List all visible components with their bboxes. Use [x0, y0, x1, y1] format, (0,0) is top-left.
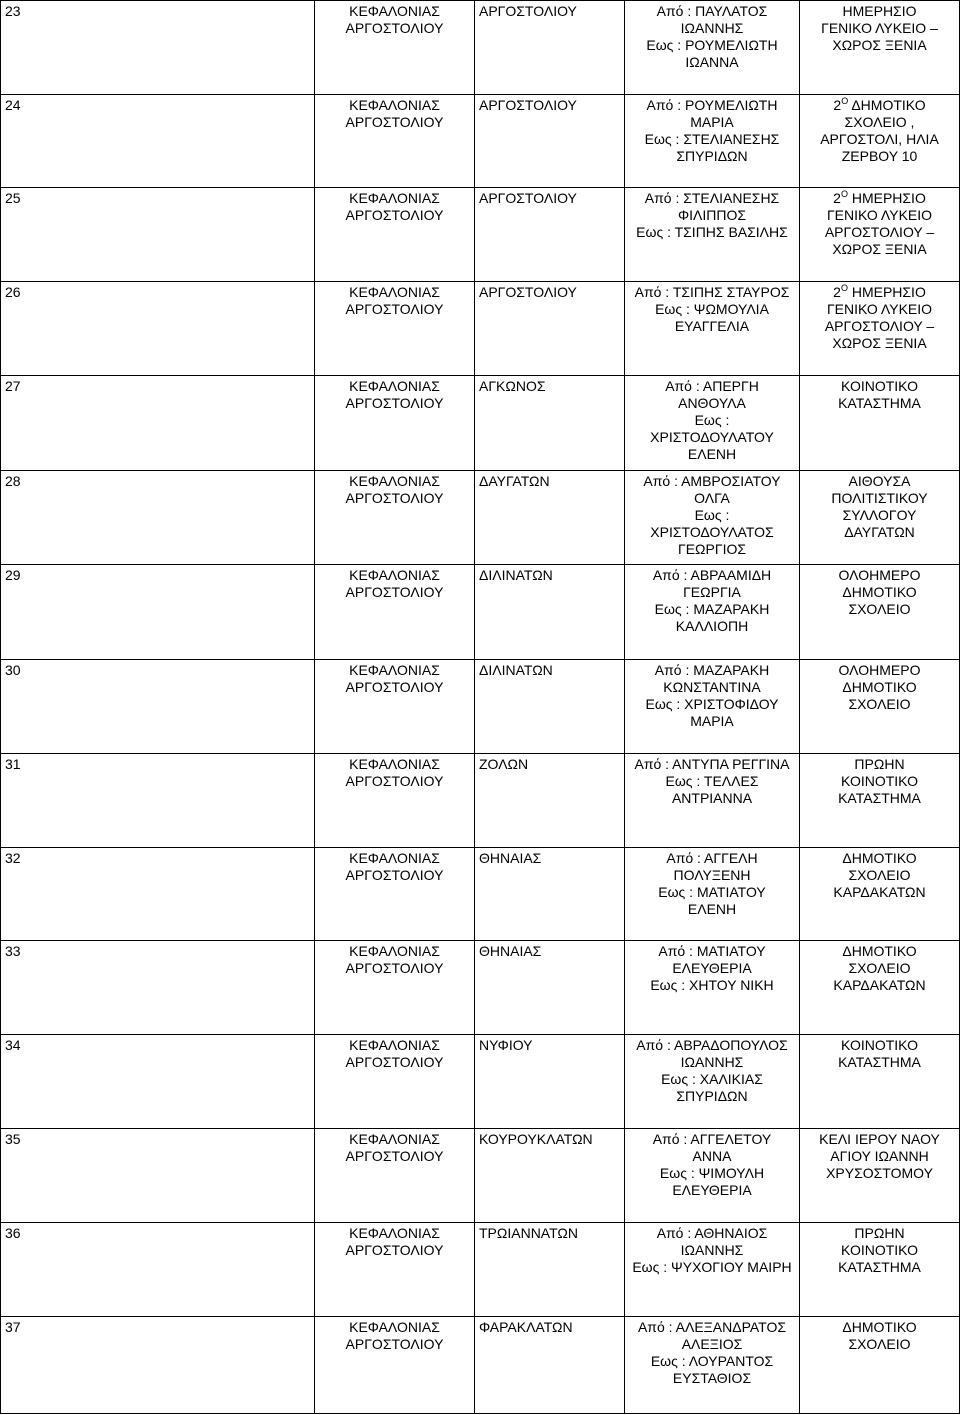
location-cell	[800, 1034, 960, 1129]
range-line: Εως :	[694, 412, 730, 429]
location-line: ΔΗΜΟΤΙΚΟ	[842, 584, 917, 601]
prefecture-line: ΚΕΦΑΛΟΝΙΑΣ	[349, 3, 440, 19]
location-line: ΓΕΝΙΚΟ ΛΥΚΕΙΟ	[826, 207, 933, 224]
table-row	[1, 94, 960, 188]
surname-range-cell	[625, 1317, 800, 1414]
table-row	[1, 376, 960, 471]
row-number	[1, 1317, 315, 1414]
row-number-text: 35	[5, 1131, 21, 1148]
row-number	[1, 376, 315, 471]
location-line: ΚΑΤΑΣΤΗΜΑ	[838, 790, 921, 807]
place-cell	[475, 376, 625, 471]
prefecture-line: ΚΕΦΑΛΟΝΙΑΣ	[349, 1319, 440, 1336]
row-number-text: 36	[5, 1224, 21, 1241]
range-line: Εως : ΤΕΛΛΕΣ	[665, 773, 759, 790]
row-number-text: 28	[5, 472, 21, 489]
row-number	[1, 470, 315, 565]
location-cell	[800, 1222, 960, 1317]
surname-range-cell	[625, 188, 800, 282]
surname-range-cell	[625, 376, 800, 471]
row-number-text: 30	[5, 661, 21, 678]
range-line: Από : ΜΑΤΙΑΤΟΥ	[658, 943, 766, 960]
prefecture-line: ΑΡΓΟΣΤΟΛΙΟΥ	[345, 395, 444, 412]
table-row	[1, 754, 960, 848]
row-number-text: 24	[5, 96, 21, 113]
location-cell	[800, 1, 960, 95]
place-cell	[475, 565, 625, 660]
place-text: ΑΡΓΟΣΤΟΛΙΟΥ	[479, 96, 577, 113]
prefecture-cell	[315, 847, 475, 941]
range-line: Από : ΡΟΥΜΕΛΙΩΤΗ	[646, 96, 778, 113]
surname-range-cell	[625, 1129, 800, 1223]
place-cell	[475, 659, 625, 754]
location-line: ΔΗΜΟΤΙΚΟ	[842, 849, 917, 866]
range-line: ΕΛΕΝΗ	[687, 900, 737, 917]
range-line: ΑΝΤΡΙΑΝΝΑ	[671, 790, 753, 807]
range-line: ΙΩΑΝΝΗΣ	[680, 1241, 744, 1258]
location-ordinal-line	[804, 97, 955, 114]
prefecture-cell	[315, 1222, 475, 1317]
place-cell	[475, 1, 625, 95]
range-line: Εως : ΡΟΥΜΕΛΙΩΤΗ	[646, 37, 778, 53]
location-line: ΠΡΩΗΝ	[854, 1224, 905, 1241]
row-number	[1, 941, 315, 1035]
location-ordinal-rest: ΗΜΕΡΗΣΙΟ	[851, 283, 926, 300]
place-cell	[475, 847, 625, 941]
prefecture-cell	[315, 281, 475, 376]
place-cell	[475, 94, 625, 188]
place-cell	[475, 470, 625, 565]
location-cell	[800, 376, 960, 471]
prefecture-cell	[315, 565, 475, 660]
location-line: ΔΗΜΟΤΙΚΟ	[842, 943, 917, 960]
location-line: ΔΗΜΟΤΙΚΟ	[842, 678, 917, 695]
place-text: ΔΙΛΙΝΑΤΩΝ	[479, 661, 553, 678]
range-line: ΣΠΥΡΙΔΩΝ	[676, 1087, 748, 1104]
location-line: ΚΑΤΑΣΤΗΜΑ	[838, 1053, 921, 1070]
location-cell	[800, 188, 960, 282]
surname-range-cell	[625, 281, 800, 376]
row-number	[1, 1129, 315, 1223]
prefecture-line: ΚΕΦΑΛΟΝΙΑΣ	[349, 756, 440, 773]
location-line: ΣΧΟΛΕΙΟ	[848, 601, 911, 618]
location-line: ΠΟΛΙΤΙΣΤΙΚΟΥ	[831, 489, 928, 506]
location-line: ΚΟΙΝΟΤΙΚΟ	[841, 1036, 918, 1053]
place-text: ΤΡΩΙΑΝΝΑΤΩΝ	[479, 1224, 578, 1241]
location-line: ΓΕΝΙΚΟ ΛΥΚΕΙΟ	[826, 300, 933, 317]
surname-range-cell	[625, 847, 800, 941]
location-line: ΧΩΡΟΣ ΞΕΝΙΑ	[832, 37, 927, 53]
range-line: Εως : ΣΤΕΛΙΑΝΕΣΗΣ	[644, 130, 780, 147]
location-line: ΟΛΟΗΜΕΡΟ	[838, 567, 921, 584]
range-line: Από : ΑΓΓΕΛΕΤΟΥ	[652, 1131, 772, 1148]
range-line: ΜΑΡΙΑ	[690, 712, 734, 729]
location-line: ΣΧΟΛΕΙΟ ,	[844, 113, 915, 130]
prefecture-line: ΑΡΓΟΣΤΟΛΙΟΥ	[345, 773, 444, 790]
location-ordinal-superscript: Ο	[840, 189, 848, 200]
table-body	[1, 1, 960, 1414]
range-line: ΑΝΝΑ	[692, 1148, 732, 1165]
prefecture-line: ΑΡΓΟΣΤΟΛΙΟΥ	[345, 489, 444, 506]
range-line: ΙΩΑΝΝΗΣ	[680, 1053, 744, 1070]
range-line: Εως : ΧΑΛΙΚΙΑΣ	[661, 1070, 763, 1087]
row-number	[1, 188, 315, 282]
row-number-text: 34	[5, 1036, 21, 1053]
table-row	[1, 1222, 960, 1317]
table-row	[1, 470, 960, 565]
location-cell	[800, 565, 960, 660]
prefecture-cell	[315, 1, 475, 95]
location-ordinal-rest: ΗΜΕΡΗΣΙΟ	[851, 190, 926, 207]
location-line: ΚΑΤΑΣΤΗΜΑ	[838, 395, 921, 412]
location-line: ΔΑΥΓΑΤΩΝ	[844, 523, 915, 540]
place-text: ΑΡΓΟΣΤΟΛΙΟΥ	[479, 3, 577, 19]
place-text: ΘΗΝΑΙΑΣ	[479, 943, 542, 960]
location-ordinal-rest: ΔΗΜΟΤΙΚΟ	[851, 96, 926, 113]
location-cell	[800, 1317, 960, 1414]
surname-range-cell	[625, 1034, 800, 1129]
row-number-text: 27	[5, 378, 21, 395]
range-line: Εως : ΧΡΙΣΤΟΦΙΔΟΥ	[645, 695, 779, 712]
prefecture-cell	[315, 1034, 475, 1129]
range-line: ΦΙΛΙΠΠΟΣ	[677, 207, 747, 224]
location-line: ΣΧΟΛΕΙΟ	[848, 1336, 911, 1353]
location-ordinal-superscript: Ο	[841, 95, 849, 106]
prefecture-line: ΚΕΦΑΛΟΝΙΑΣ	[349, 190, 440, 207]
range-line: Εως : ΤΣΙΠΗΣ ΒΑΣΙΛΗΣ	[636, 224, 788, 241]
location-line: ΣΧΟΛΕΙΟ	[848, 960, 911, 977]
table-row	[1, 281, 960, 376]
location-line: ΧΩΡΟΣ ΞΕΝΙΑ	[832, 334, 927, 351]
location-line: ΑΓΙΟΥ ΙΩΑΝΝΗ	[830, 1148, 929, 1165]
surname-range-cell	[625, 659, 800, 754]
row-number	[1, 281, 315, 376]
prefecture-line: ΑΡΓΟΣΤΟΛΙΟΥ	[345, 207, 444, 224]
prefecture-line: ΑΡΓΟΣΤΟΛΙΟΥ	[345, 1148, 444, 1165]
range-line: ΑΛΕΞΙΟΣ	[681, 1336, 743, 1353]
prefecture-line: ΑΡΓΟΣΤΟΛΙΟΥ	[345, 584, 444, 601]
place-cell	[475, 1034, 625, 1129]
prefecture-line: ΚΕΦΑΛΟΝΙΑΣ	[349, 943, 440, 960]
row-number	[1, 1034, 315, 1129]
prefecture-line: ΑΡΓΟΣΤΟΛΙΟΥ	[345, 1241, 444, 1258]
range-line: Εως : ΨΙΜΟΥΛΗ	[659, 1165, 765, 1182]
table-row	[1, 188, 960, 282]
range-line: Εως : ΜΑΖΑΡΑΚΗ	[654, 601, 770, 618]
prefecture-line: ΑΡΓΟΣΤΟΛΙΟΥ	[345, 20, 444, 36]
range-line: Από : ΑΜΒΡΟΣΙΑΤΟΥ	[643, 472, 781, 489]
range-line: ΠΟΛΥΞΕΝΗ	[673, 866, 751, 883]
place-text: ΘΗΝΑΙΑΣ	[479, 849, 542, 866]
location-ordinal-line	[804, 284, 955, 301]
row-number	[1, 1222, 315, 1317]
range-line: Από : ΑΠΕΡΓΗ	[665, 378, 759, 395]
prefecture-cell	[315, 1129, 475, 1223]
range-line: ΧΡΙΣΤΟΔΟΥΛΑΤΟΥ	[650, 429, 774, 446]
location-line: ΧΩΡΟΣ ΞΕΝΙΑ	[832, 241, 927, 258]
range-line: Εως : ΨΩΜΟΥΛΙΑ	[655, 300, 769, 317]
place-cell	[475, 1129, 625, 1223]
table-row	[1, 941, 960, 1035]
range-line: Από : ΑΘΗΝΑΙΟΣ	[656, 1224, 768, 1241]
place-text: ΚΟΥΡΟΥΚΛΑΤΩΝ	[479, 1131, 593, 1148]
prefecture-line: ΑΡΓΟΣΤΟΛΙΟΥ	[345, 1053, 444, 1070]
location-cell	[800, 470, 960, 565]
table-row	[1, 565, 960, 660]
range-line: Εως : ΨΥΧΟΓΙΟΥ ΜΑΙΡΗ	[632, 1258, 792, 1275]
range-line: ΜΑΡΙΑ	[690, 113, 734, 130]
row-number	[1, 754, 315, 848]
row-number-text: 37	[5, 1319, 21, 1336]
location-cell	[800, 659, 960, 754]
table-row	[1, 659, 960, 754]
place-cell	[475, 188, 625, 282]
location-line: ΑΙΘΟΥΣΑ	[848, 472, 911, 489]
location-cell	[800, 281, 960, 376]
range-line: ΙΩΑΝΝΑ	[685, 54, 739, 70]
place-text: ΔΑΥΓΑΤΩΝ	[479, 472, 550, 489]
table-row	[1, 1, 960, 95]
prefecture-line: ΑΡΓΟΣΤΟΛΙΟΥ	[345, 300, 444, 317]
location-line: ΚΕΛΙ ΙΕΡΟΥ ΝΑΟΥ	[819, 1131, 940, 1148]
prefecture-line: ΑΡΓΟΣΤΟΛΙΟΥ	[345, 678, 444, 695]
location-cell	[800, 1129, 960, 1223]
row-number-text: 25	[5, 190, 21, 207]
range-line: Εως : ΧΗΤΟΥ ΝΙΚΗ	[650, 977, 774, 994]
location-cell	[800, 847, 960, 941]
range-line: Από : ΑΓΓΕΛΗ	[666, 849, 758, 866]
range-line: ΑΝΘΟΥΛΑ	[678, 395, 746, 412]
row-number-text: 23	[5, 3, 21, 19]
row-number	[1, 94, 315, 188]
prefecture-line: ΚΕΦΑΛΟΝΙΑΣ	[349, 1224, 440, 1241]
prefecture-cell	[315, 659, 475, 754]
prefecture-line: ΚΕΦΑΛΟΝΙΑΣ	[349, 1131, 440, 1148]
range-line: ΓΕΩΡΓΙΑ	[683, 584, 741, 601]
range-line: Από : ΑΒΡΑΑΜΙΔΗ	[652, 567, 772, 584]
location-line: ΚΑΤΑΣΤΗΜΑ	[838, 1258, 921, 1275]
location-ordinal-number: 2	[833, 190, 841, 207]
table-row	[1, 1034, 960, 1129]
location-line: ΚΑΡΔΑΚΑΤΩΝ	[833, 883, 926, 900]
prefecture-line: ΑΡΓΟΣΤΟΛΙΟΥ	[345, 113, 444, 130]
prefecture-line: ΚΕΦΑΛΟΝΙΑΣ	[349, 849, 440, 866]
location-line: ΖΕΡΒΟΥ 10	[841, 147, 918, 164]
location-ordinal-number: 2	[833, 96, 842, 113]
prefecture-line: ΑΡΓΟΣΤΟΛΙΟΥ	[345, 960, 444, 977]
place-cell	[475, 754, 625, 848]
row-number	[1, 565, 315, 660]
location-line: ΣΧΟΛΕΙΟ	[848, 695, 911, 712]
prefecture-cell	[315, 188, 475, 282]
location-cell	[800, 94, 960, 188]
row-number	[1, 1, 315, 95]
prefecture-cell	[315, 376, 475, 471]
place-cell	[475, 281, 625, 376]
prefecture-line: ΚΕΦΑΛΟΝΙΑΣ	[349, 283, 440, 300]
range-line: ΧΡΙΣΤΟΔΟΥΛΑΤΟΣ	[650, 523, 774, 540]
prefecture-cell	[315, 754, 475, 848]
place-text: ΑΓΚΩΝΟΣ	[479, 378, 546, 395]
range-line: ΕΛΕΥΘΕΡΙΑ	[672, 1182, 752, 1199]
row-number-text: 33	[5, 943, 21, 960]
location-cell	[800, 754, 960, 848]
range-line: ΓΕΩΡΓΙΟΣ	[678, 540, 746, 557]
table-row	[1, 1129, 960, 1223]
location-line: ΔΗΜΟΤΙΚΟ	[842, 1319, 917, 1336]
prefecture-cell	[315, 1317, 475, 1414]
range-line: Από : ΑΝΤΥΠΑ ΡΕΓΓΙΝΑ	[634, 756, 790, 773]
place-text: ΔΙΛΙΝΑΤΩΝ	[479, 567, 553, 584]
range-line: ΕΥΣΤΑΘΙΟΣ	[672, 1370, 752, 1387]
place-text: ΖΟΛΩΝ	[479, 756, 529, 773]
range-line: Από : ΑΒΡΑΔΟΠΟΥΛΟΣ	[636, 1036, 788, 1053]
range-line: Από : ΜΑΖΑΡΑΚΗ	[654, 661, 770, 678]
surname-range-cell	[625, 470, 800, 565]
range-line: ΕΛΕΥΘΕΡΙΑ	[672, 960, 752, 977]
surname-range-cell	[625, 1, 800, 95]
row-number	[1, 659, 315, 754]
location-line: ΠΡΩΗΝ	[854, 756, 905, 773]
place-cell	[475, 1317, 625, 1414]
surname-range-cell	[625, 941, 800, 1035]
place-text: ΝΥΦΙΟΥ	[479, 1036, 533, 1053]
prefecture-line: ΚΕΦΑΛΟΝΙΑΣ	[349, 567, 440, 584]
location-ordinal-line	[804, 190, 955, 207]
location-line: ΟΛΟΗΜΕΡΟ	[838, 661, 921, 678]
row-number-text: 31	[5, 756, 21, 773]
place-cell	[475, 941, 625, 1035]
range-line: Από : ΠΑΥΛΑΤΟΣ	[656, 3, 768, 19]
prefecture-line: ΑΡΓΟΣΤΟΛΙΟΥ	[345, 1336, 444, 1353]
prefecture-line: ΚΕΦΑΛΟΝΙΑΣ	[349, 378, 440, 395]
range-line: ΕΛΕΝΗ	[687, 446, 737, 463]
prefecture-cell	[315, 470, 475, 565]
location-line: ΚΟΙΝΟΤΙΚΟ	[841, 1241, 918, 1258]
location-line: ΣΥΛΛΟΓΟΥ	[842, 506, 917, 523]
surname-range-cell	[625, 94, 800, 188]
range-line: Εως : ΜΑΤΙΑΤΟΥ	[658, 883, 766, 900]
prefecture-line: ΚΕΦΑΛΟΝΙΑΣ	[349, 661, 440, 678]
location-cell	[800, 941, 960, 1035]
prefecture-cell	[315, 941, 475, 1035]
location-ordinal-superscript: Ο	[840, 282, 848, 293]
surname-range-cell	[625, 754, 800, 848]
range-line: ΙΩΑΝΝΗΣ	[680, 20, 744, 36]
prefecture-line: ΚΕΦΑΛΟΝΙΑΣ	[349, 472, 440, 489]
location-line: ΗΜΕΡΗΣΙΟ	[842, 3, 917, 19]
location-line: ΑΡΓΟΣΤΟΛΙ, ΗΛΙΑ	[820, 130, 939, 147]
location-line: ΚΟΙΝΟΤΙΚΟ	[841, 773, 918, 790]
range-line: ΚΩΝΣΤΑΝΤΙΝΑ	[663, 678, 761, 695]
prefecture-cell	[315, 94, 475, 188]
range-line: Εως : ΛΟΥΡΑΝΤΟΣ	[650, 1353, 774, 1370]
location-line: ΓΕΝΙΚΟ ΛΥΚΕΙΟ –	[821, 20, 938, 36]
range-line: Από : ΣΤΕΛΙΑΝΕΣΗΣ	[644, 190, 780, 207]
location-line: ΧΡΥΣΟΣΤΟΜΟΥ	[826, 1165, 933, 1182]
range-line: ΣΠΥΡΙΔΩΝ	[676, 147, 748, 164]
place-text: ΦΑΡΑΚΛΑΤΩΝ	[479, 1319, 573, 1336]
prefecture-line: ΚΕΦΑΛΟΝΙΑΣ	[349, 96, 440, 113]
range-line: Από : ΑΛΕΞΑΝΔΡΑΤΟΣ	[637, 1319, 787, 1336]
location-line: ΑΡΓΟΣΤΟΛΙΟΥ –	[824, 224, 935, 241]
range-line: ΟΛΓΑ	[694, 489, 730, 506]
row-number-text: 26	[5, 283, 21, 300]
location-line: ΣΧΟΛΕΙΟ	[848, 866, 911, 883]
range-line: Εως :	[694, 506, 730, 523]
range-line: Από : ΤΣΙΠΗΣ ΣΤΑΥΡΟΣ	[634, 283, 790, 300]
row-number-text: 32	[5, 849, 21, 866]
location-line: ΚΟΙΝΟΤΙΚΟ	[841, 378, 918, 395]
table-row	[1, 847, 960, 941]
row-number-text: 29	[5, 567, 21, 584]
location-line: ΑΡΓΟΣΤΟΛΙΟΥ –	[824, 317, 935, 334]
range-line: ΚΑΛΛΙΟΠΗ	[675, 618, 749, 635]
place-text: ΑΡΓΟΣΤΟΛΙΟΥ	[479, 190, 577, 207]
location-ordinal-number: 2	[833, 283, 841, 300]
surname-range-cell	[625, 565, 800, 660]
range-line: ΕΥΑΓΓΕΛΙΑ	[674, 317, 750, 334]
table-row	[1, 1317, 960, 1414]
surname-range-cell	[625, 1222, 800, 1317]
prefecture-line: ΑΡΓΟΣΤΟΛΙΟΥ	[345, 866, 444, 883]
location-line: ΚΑΡΔΑΚΑΤΩΝ	[833, 977, 926, 994]
place-text: ΑΡΓΟΣΤΟΛΙΟΥ	[479, 283, 577, 300]
place-cell	[475, 1222, 625, 1317]
prefecture-line: ΚΕΦΑΛΟΝΙΑΣ	[349, 1036, 440, 1053]
row-number	[1, 847, 315, 941]
